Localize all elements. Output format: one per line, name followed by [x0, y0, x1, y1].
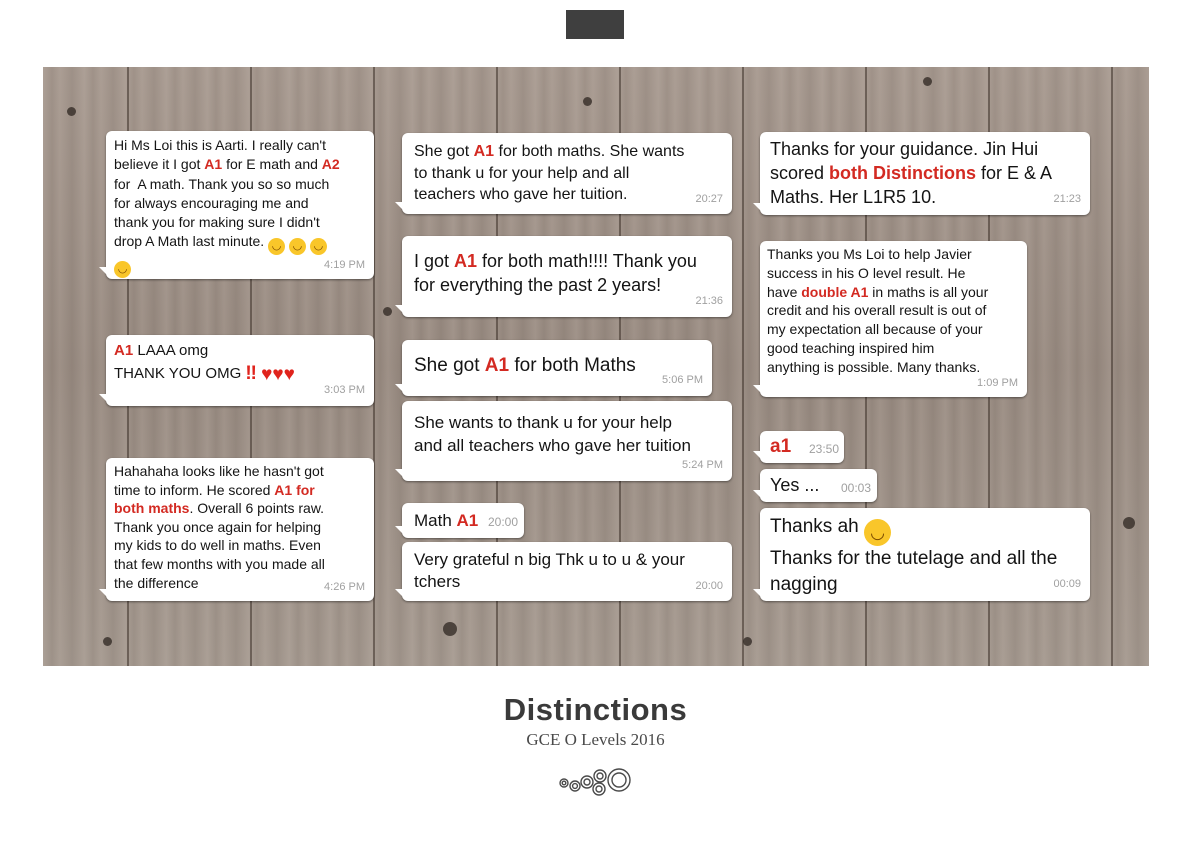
chat-bubble: I got A1 for both math!!!! Thank you for everything the past 2 years! 21:36 [402, 236, 732, 317]
wood-knot [1123, 517, 1135, 529]
page-title: Distinctions [503, 692, 688, 727]
timestamp: 00:03 [840, 481, 871, 495]
grin-emoji-icon: ◡ [289, 238, 306, 255]
timestamp: 1:09 PM [977, 377, 1018, 390]
page-subtitle: GCE O Levels 2016 [526, 730, 665, 749]
timestamp: 21:23 [1053, 193, 1081, 205]
chat-bubble: She wants to thank u for your help and all teachers who gave her tuition 5:24 PM [402, 401, 732, 481]
timestamp: 20:00 [487, 515, 518, 529]
wood-knot [443, 622, 457, 636]
timestamp: 3:03 PM [324, 384, 365, 396]
chat-bubble: Math A1 20:00 [402, 503, 524, 538]
wood-knot [923, 77, 932, 86]
top-tab-marker [566, 10, 624, 39]
timestamp: 23:50 [808, 442, 839, 456]
heart-icon: ♥ [261, 364, 273, 385]
chat-bubble: Yes ... 00:03 [760, 469, 877, 502]
wood-knot [103, 637, 112, 646]
double-exclamation-icon: ‼ [245, 363, 257, 384]
timestamp: 5:06 PM [662, 374, 703, 386]
wood-knot [383, 307, 392, 316]
timestamp: 21:36 [695, 295, 723, 307]
timestamp: 4:26 PM [324, 581, 365, 594]
chat-bubble: Thanks ah ◡ Thanks for the tutelage and all the nagging 00:09 [760, 508, 1090, 601]
chat-bubble: Thanks for your guidance. Jin Hui scored both Distinctions for E & A Maths. Her L1R5 10. 21:23 [760, 132, 1090, 215]
timestamp: 20:27 [695, 192, 723, 205]
chat-bubble: a1 23:50 [760, 431, 844, 463]
timestamp: 4:19 PM [324, 258, 365, 271]
wood-knot [583, 97, 592, 106]
smile-emoji-icon: ◡ [310, 238, 327, 255]
timestamp: 5:24 PM [682, 459, 723, 471]
timestamp: 20:00 [695, 580, 723, 592]
chat-bubble: Hi Ms Loi this is Aarti. I really can't believe it I got A1 for E math and A2 for A math. Thank you so so much for always encouraging me and thank you for making sure I didn't drop A Math last minute. ◡ ◡ ◡ ◡ 4:19 PM [106, 131, 374, 279]
chat-bubble: She got A1 for both maths. She wants to thank u for your help and all teachers who gave her tuition. 20:27 [402, 133, 732, 214]
wood-knot [67, 107, 76, 116]
chat-bubble: A1 LAAA omg THANK YOU OMG ‼ ♥♥♥ 3:03 PM [106, 335, 374, 406]
smile-emoji-icon: ◡ [268, 238, 285, 255]
heart-icon: ♥ [272, 364, 284, 385]
chat-bubble: Thanks you Ms Loi to help Javier success in his O level result. He have double A1 in maths is all your credit and his overall result is out of my expectation all because of your good teaching inspired him anything is possible. Many thanks. 1:09 PM [760, 241, 1027, 397]
circles-logo-icon [558, 765, 634, 799]
timestamp: 00:09 [1053, 578, 1081, 590]
chat-bubble: Very grateful n big Thk u to u & your tchers 20:00 [402, 542, 732, 601]
chat-bubble: Hahahaha looks like he hasn't got time to inform. He scored A1 for both maths. Overall 6 points raw. Thank you once again for helping my kids to do well in maths. Even that few months with you made all the difference 4:26 PM [106, 458, 374, 601]
wood-knot [743, 637, 752, 646]
grin-emoji-icon: ◡ [864, 519, 891, 546]
heart-icon: ♥ [283, 364, 295, 385]
chat-bubble: She got A1 for both Maths 5:06 PM [402, 340, 712, 396]
grin-emoji-icon: ◡ [114, 261, 131, 278]
